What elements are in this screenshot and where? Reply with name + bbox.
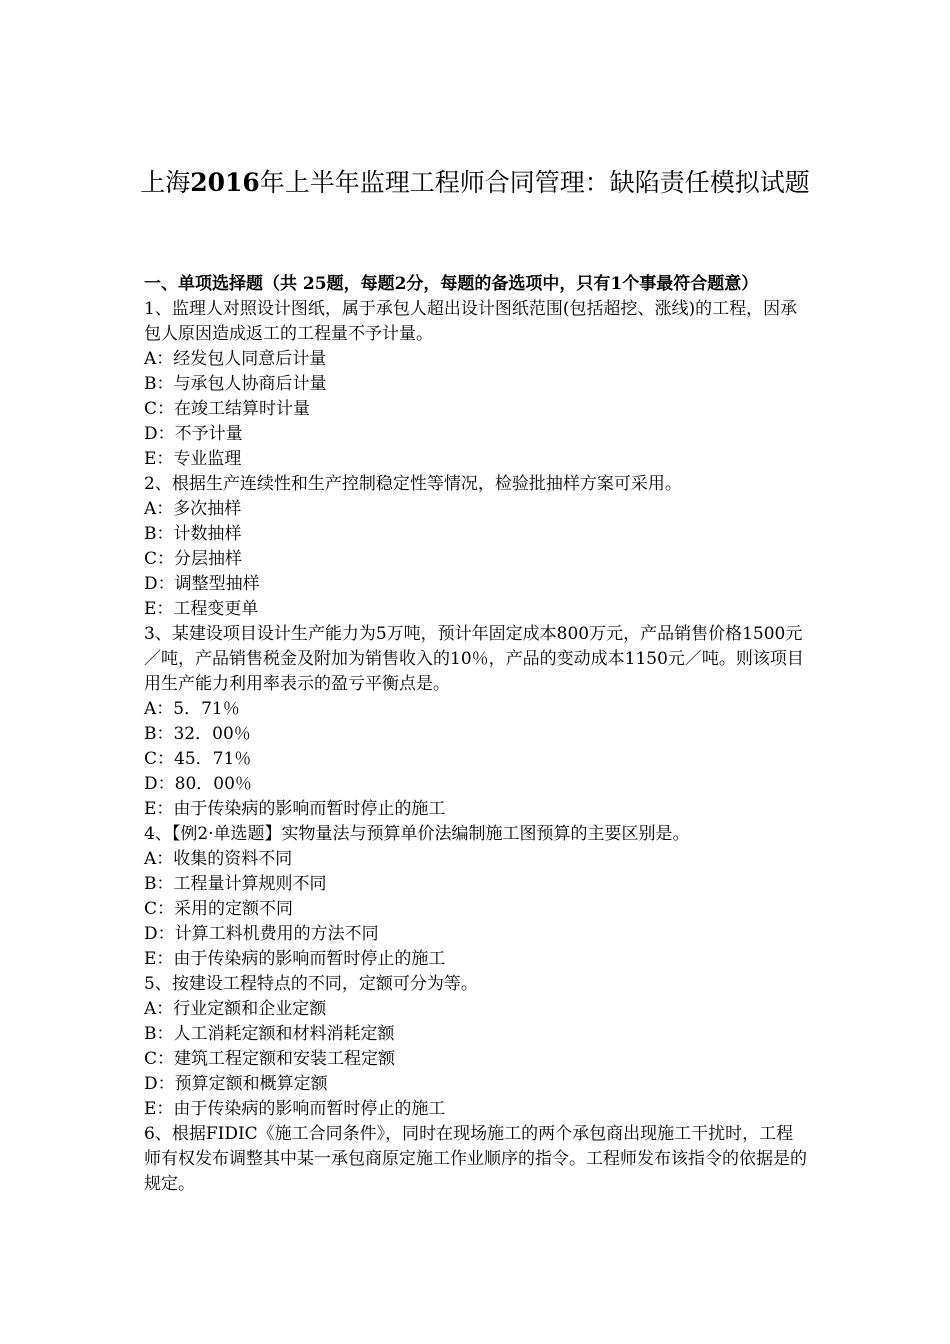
question-option: E：工程变更单 [144, 599, 259, 619]
question-stem: 4、【例2·单选题】实物量法与预算单价法编制施工图预算的主要区别是。 [144, 824, 690, 844]
document-body [144, 272, 809, 1197]
title-prefix: 上海 [140, 167, 191, 197]
document-title [120, 157, 830, 209]
question-option: A：5．71％ [144, 699, 240, 719]
question-block [144, 1122, 809, 1197]
question-stem: 6、根据FIDIC《施工合同条件》，同时在现场施工的两个承包商出现施工干扰时，工程师有权发布调整其中某一承包商原定施工作业顺序的指令。工程师发布该指令的依据是的规定。 [144, 1124, 807, 1194]
question-option: D：80．00％ [144, 774, 252, 794]
title-year: 2016 [190, 167, 260, 197]
question-option: A：多次抽样 [144, 499, 242, 519]
question-option: E：由于传染病的影响而暂时停止的施工 [144, 949, 446, 969]
question-block [144, 297, 809, 472]
question-option: B：32．00％ [144, 724, 251, 744]
question-option: B：与承包人协商后计量 [144, 374, 327, 394]
question-stem: 3、某建设项目设计生产能力为5万吨，预计年固定成本800万元，产品销售价格1500元／吨，产品销售税金及附加为销售收入的10％，产品的变动成本1150元／吨。则该项目用生产能力利用率表示的盈亏平衡点是。 [144, 624, 804, 694]
section-heading: 一、单项选择题（共 25题，每题2分，每题的备选项中，只有1个事最符合题意） [144, 274, 759, 294]
question-option: A：收集的资料不同 [144, 849, 293, 869]
question-option: B：计数抽样 [144, 524, 242, 544]
question-option: D：预算定额和概算定额 [144, 1074, 328, 1094]
title-rest: 年上半年监理工程师合同管理：缺陷责任模拟试题 [259, 167, 810, 197]
question-option: C：分层抽样 [144, 549, 243, 569]
question-block [144, 822, 809, 972]
question-option: B：人工消耗定额和材料消耗定额 [144, 1024, 395, 1044]
question-option: B：工程量计算规则不同 [144, 874, 327, 894]
question-list [144, 297, 809, 1197]
question-option: A：行业定额和企业定额 [144, 999, 327, 1019]
question-option: A：经发包人同意后计量 [144, 349, 327, 369]
question-option: E：专业监理 [144, 449, 242, 469]
question-block [144, 622, 809, 822]
question-option: C：45．71％ [144, 749, 252, 769]
question-option: D：不予计量 [144, 424, 243, 444]
question-option: C：采用的定额不同 [144, 899, 294, 919]
question-stem: 5、按建设工程特点的不同，定额可分为等。 [144, 974, 478, 994]
question-option: D：调整型抽样 [144, 574, 260, 594]
question-option: E：由于传染病的影响而暂时停止的施工 [144, 799, 446, 819]
question-stem: 1、监理人对照设计图纸，属于承包人超出设计图纸范围(包括超挖、涨线)的工程，因承包人原因造成返工的工程量不予计量。 [144, 299, 798, 344]
question-stem: 2、根据生产连续性和生产控制稳定性等情况，检验批抽样方案可采用。 [144, 474, 682, 494]
question-option: C：在竣工结算时计量 [144, 399, 311, 419]
question-option: D：计算工料机费用的方法不同 [144, 924, 379, 944]
question-block [144, 472, 809, 622]
question-option: E：由于传染病的影响而暂时停止的施工 [144, 1099, 446, 1119]
question-option: C：建筑工程定额和安装工程定额 [144, 1049, 396, 1069]
question-block [144, 972, 809, 1122]
